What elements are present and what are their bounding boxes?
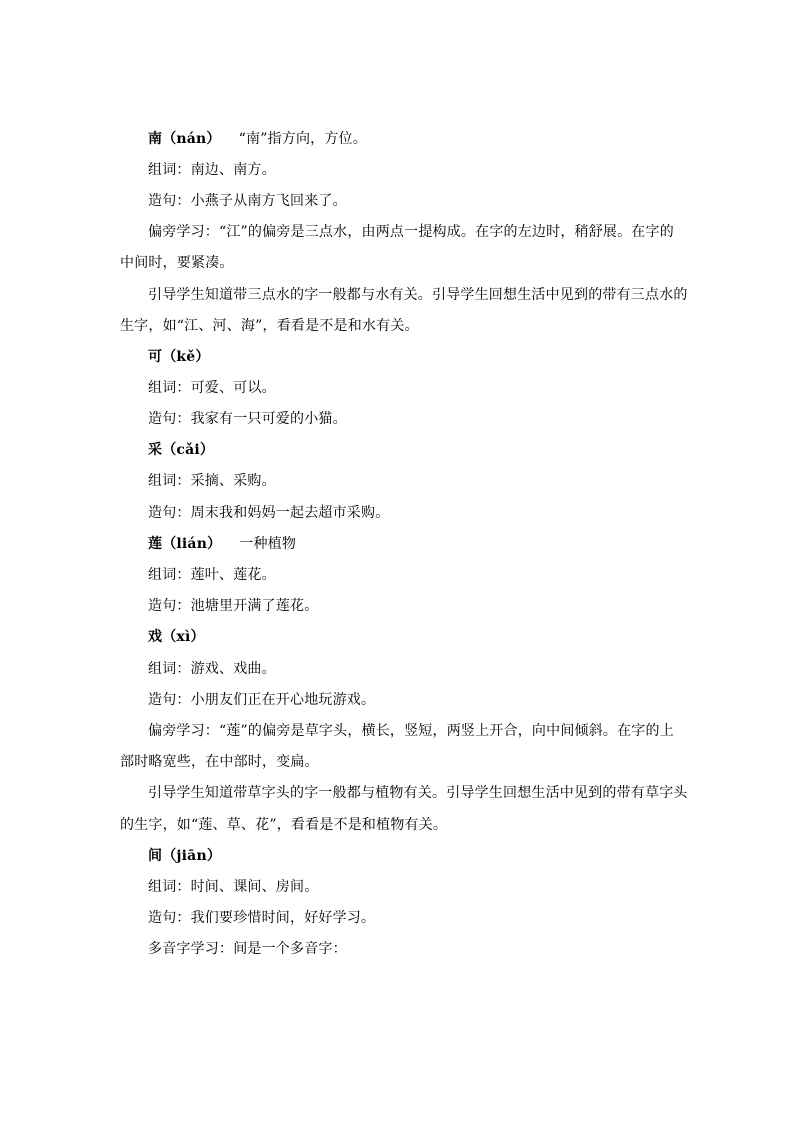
entry-lian-heading [148,535,296,553]
cai-words: 组词：采摘、采购。 [148,473,276,489]
ke-heading: 可（kě） [148,349,210,365]
guide-plant-line-1: 引导学生知道带草字头的字一般都与植物有关。引导学生回想生活中见到的带有草字头 [148,785,688,801]
nan-words: 组词：南边、南方。 [148,162,276,178]
nan-meaning: “南”指方向，方位。 [238,131,367,147]
ke-words: 组词：可爱、可以。 [148,380,276,396]
nan-sentence: 造句：小燕子从南方飞回来了。 [148,193,347,209]
lian-heading-char: 莲（lián） [148,536,222,552]
cai-sentence: 造句：周末我和妈妈一起去超市采购。 [148,505,390,521]
xi-words: 组词：游戏、戏曲。 [148,661,276,677]
radical-jiang-line-1: 偏旁学习：“江”的偏旁是三点水，由两点一提构成。在字的左边时，稍舒展。在字的 [148,224,674,240]
lian-meaning: 一种植物 [239,536,297,552]
jian-heading: 间（jiān） [148,848,222,864]
jian-words: 组词：时间、课间、房间。 [148,879,319,895]
xi-heading: 戏（xì） [148,629,205,645]
ke-sentence: 造句：我家有一只可爱的小猫。 [148,411,347,427]
radical-jiang-line-2: 中间时，要紧凑。 [120,255,234,271]
radical-lian-line-2: 部时略宽些，在中部时，变扁。 [120,754,319,770]
guide-water-line-2: 生字，如“江、河、海”，看看是不是和水有关。 [120,318,419,334]
polyphone-line: 多音字学习：间是一个多音字： [148,941,347,957]
guide-plant-line-2: 的生字，如“莲、草、花”，看看是不是和植物有关。 [120,817,448,833]
entry-nan-heading [148,130,367,148]
lian-words: 组词：莲叶、莲花。 [148,567,276,583]
jian-sentence: 造句：我们要珍惜时间，好好学习。 [148,910,376,926]
guide-water-line-1: 引导学生知道带三点水的字一般都与水有关。引导学生回想生活中见到的带有三点水的 [148,287,688,303]
nan-heading-char: 南（nán） [148,131,221,147]
cai-heading: 采（cǎi） [148,442,215,458]
xi-sentence: 造句：小朋友们正在开心地玩游戏。 [148,692,376,708]
radical-lian-line-1: 偏旁学习：“莲”的偏旁是草字头，横长，竖短，两竖上开合，向中间倾斜。在字的上 [148,723,674,739]
lian-sentence: 造句：池塘里开满了莲花。 [148,598,319,614]
